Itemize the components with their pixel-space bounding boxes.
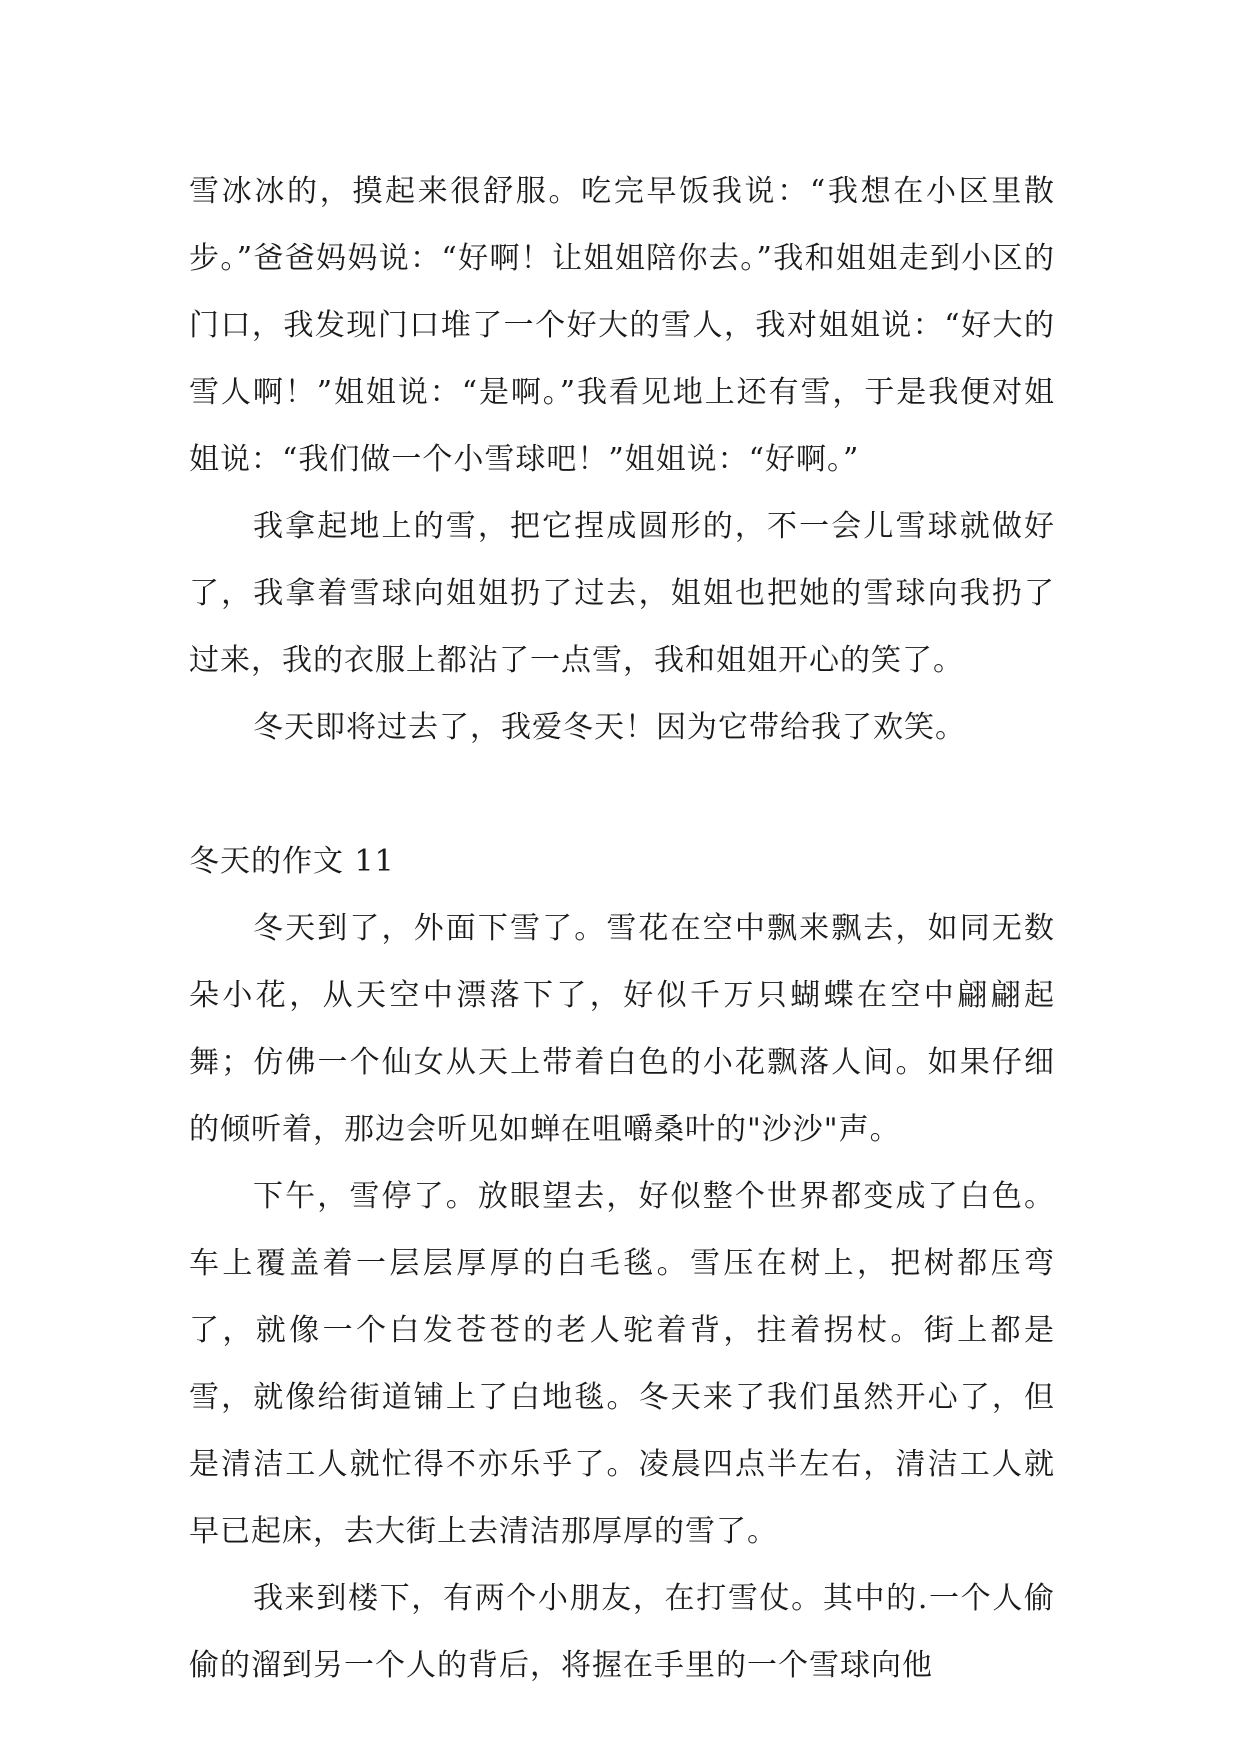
section-title: 冬天的作文 11 bbox=[189, 844, 395, 879]
paragraph-snowball: 我拿起地上的雪，把它捏成圆形的，不一会儿雪球就做好了，我拿着雪球向姐姐扔了过去，姐姐也把她的雪球向我扔了过来，我的衣服上都沾了一点雪，我和姐姐开心的笑了。 bbox=[189, 509, 1055, 678]
section-paragraph: 下午，雪停了。放眼望去，好似整个世界都变成了白色。车上覆盖着一层层厚厚的白毛毯。雪压在树上，把树都压弯了，就像一个白发苍苍的老人驼着背，拄着拐杖。街上都是雪，就像给街道铺上了白地毯。冬天来了我们虽然开心了，但是清洁工人就忙得不亦乐乎了。凌晨四点半左右，清洁工人就早已起床，去大街上去清洁那厚厚的雪了。 bbox=[189, 1179, 1055, 1549]
section-paragraph: 我来到楼下，有两个小朋友，在打雪仗。其中的.一个人偷偷的溜到另一个人的背后，将握在手里的一个雪球向他 bbox=[189, 1581, 1055, 1683]
paragraph-love-winter: 冬天即将过去了，我爱冬天！因为它带给我了欢笑。 bbox=[253, 710, 966, 745]
section-paragraph: 冬天到了，外面下雪了。雪花在空中飘来飘去，如同无数朵小花，从天空中漂落下了，好似千万只蝴蝶在空中翩翩起舞；仿佛一个仙女从天上带着白色的小花飘落人间。如果仔细的倾听着，那边会听见如蝉在咀嚼桑叶的"沙沙"声。 bbox=[189, 911, 1055, 1147]
document-body bbox=[189, 158, 1055, 1699]
intro-paragraph: 雪冰冰的，摸起来很舒服。吃完早饭我说：“我想在小区里散步。”爸爸妈妈说：“好啊！让姐姐陪你去。”我和姐姐走到小区的门口，我发现门口堆了一个好大的雪人，我对姐姐说：“好大的雪人啊！”姐姐说：“是啊。”我看见地上还有雪，于是我便对姐姐说：“我们做一个小雪球吧！”姐姐说：“好啊。” bbox=[189, 174, 1055, 477]
